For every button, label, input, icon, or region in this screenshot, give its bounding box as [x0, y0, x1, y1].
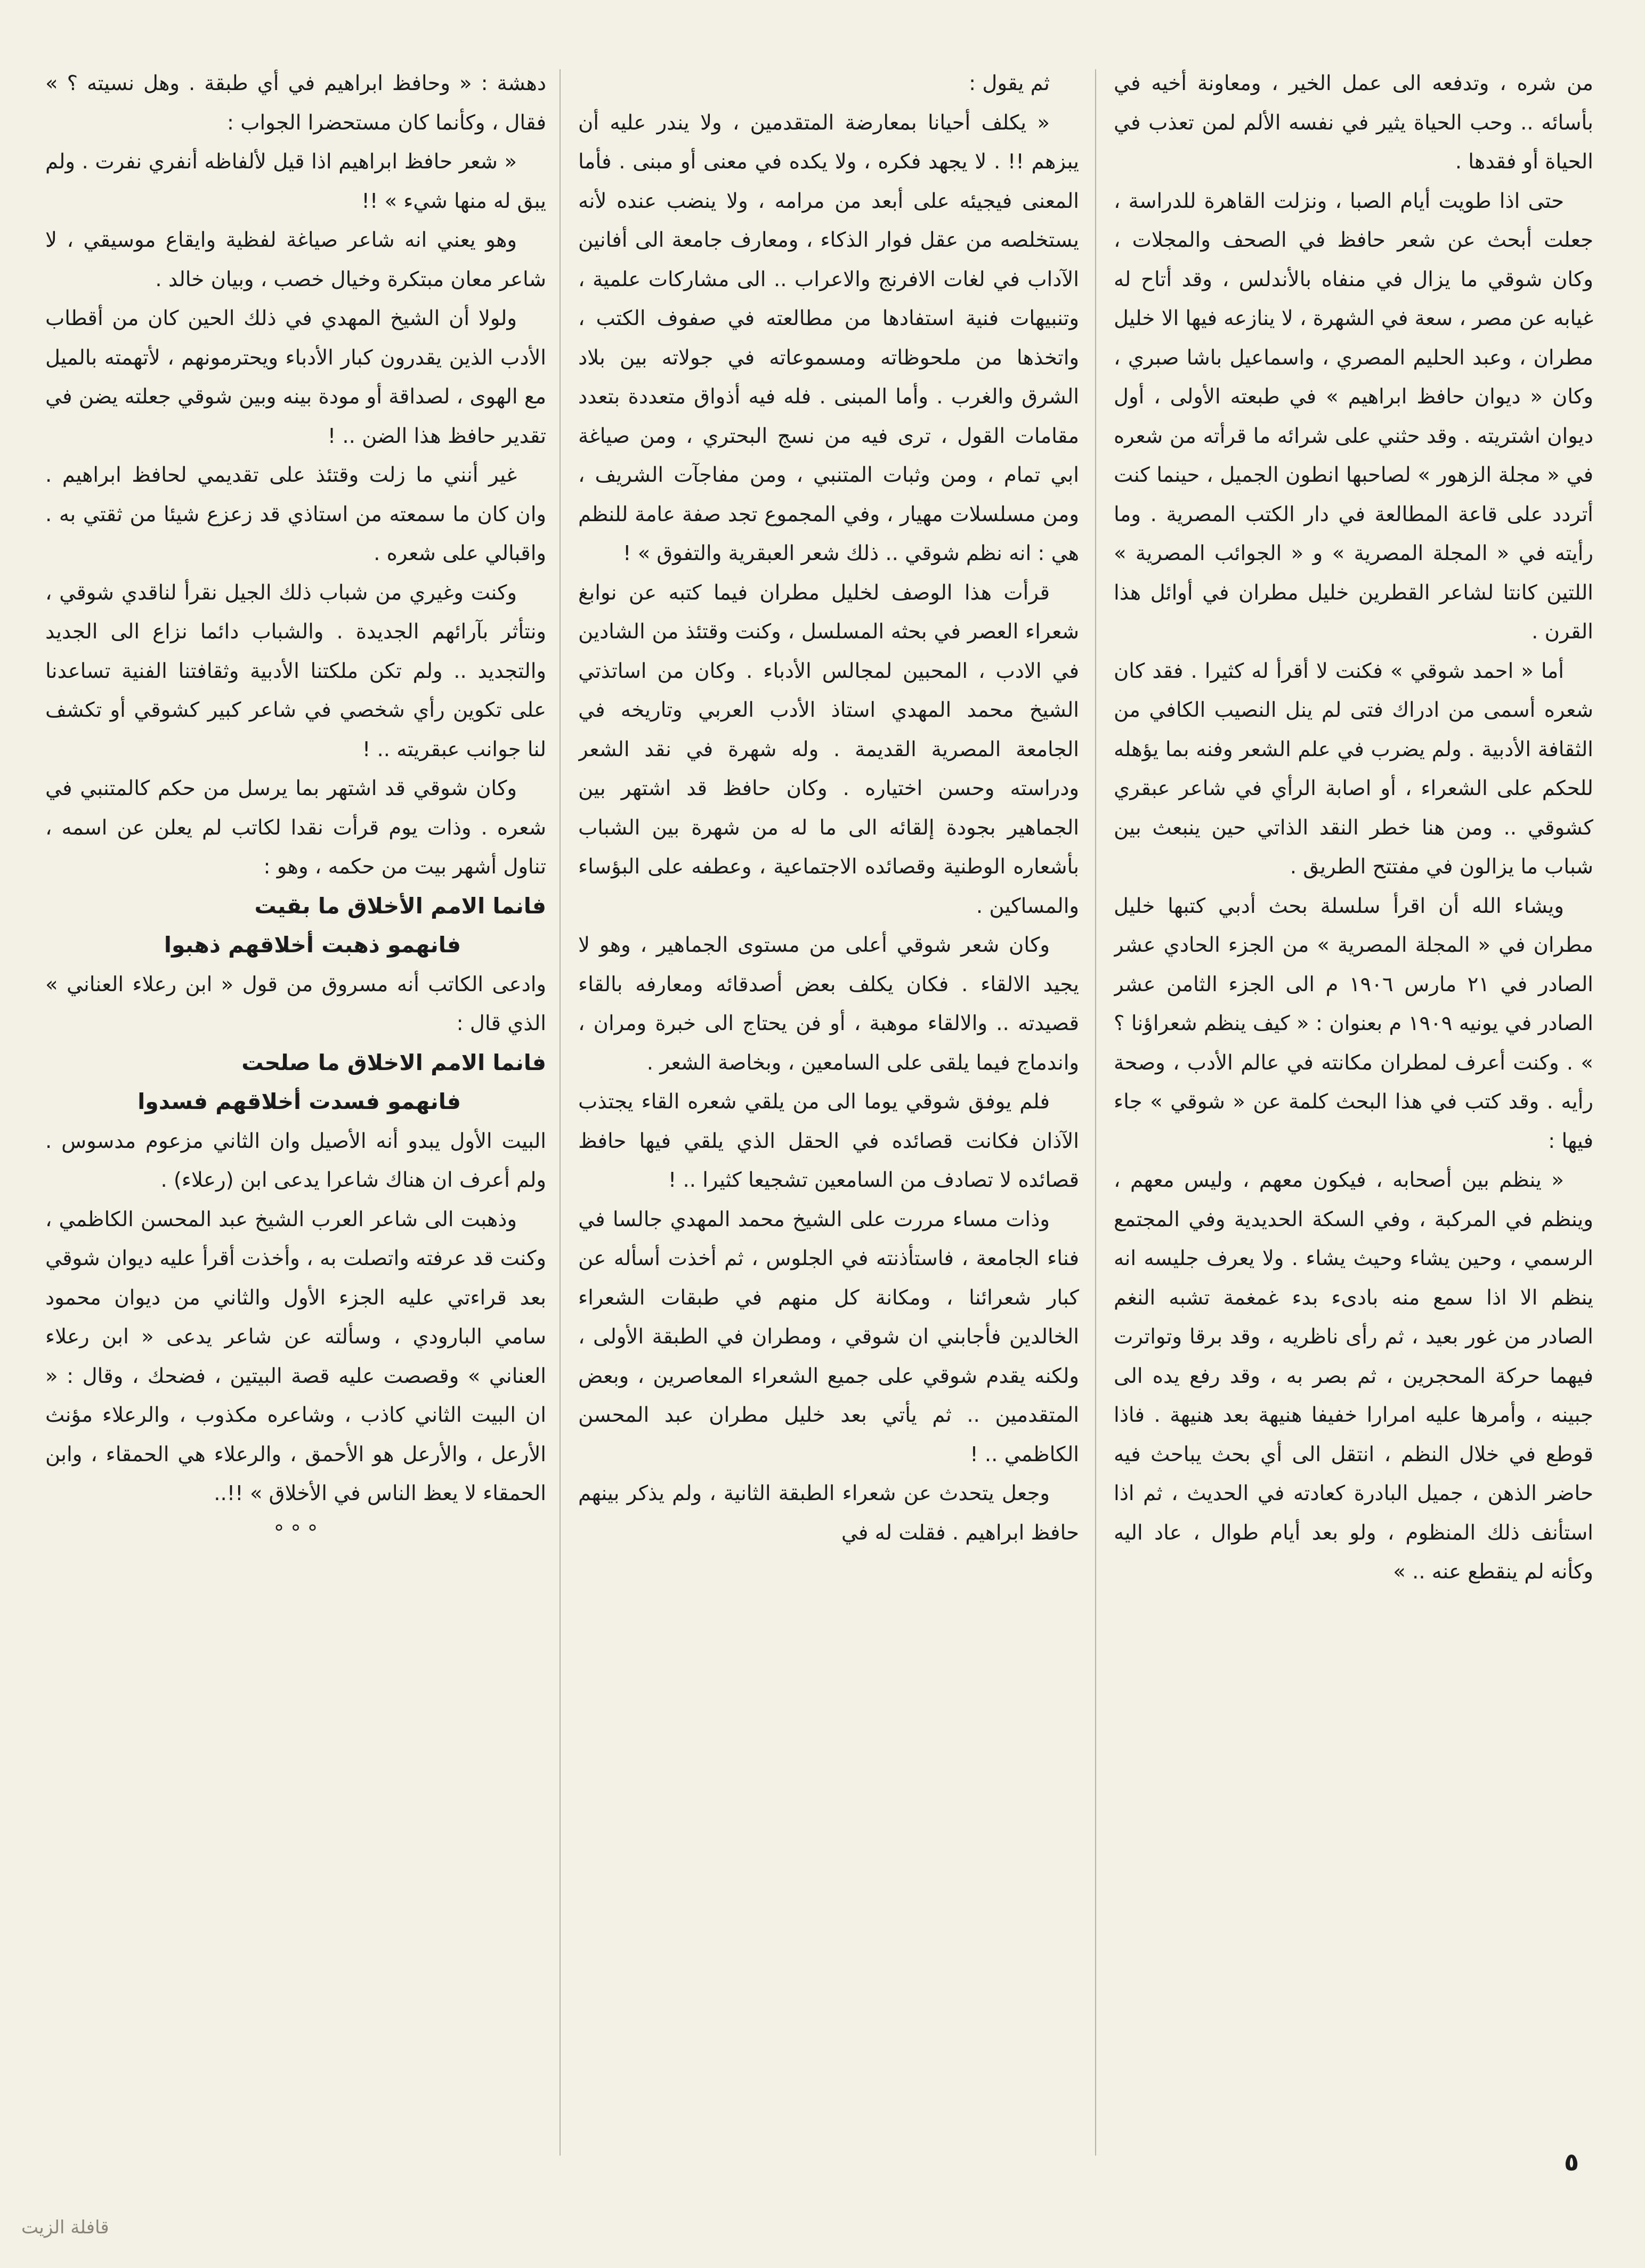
paragraph: وادعى الكاتب أنه مسروق من قول « ابن رعلاء العناني » الذي قال : — [45, 972, 546, 1035]
paragraph: فلم يوفق شوقي يوما الى من يلقي شعره القاء يجتذب الآذان فكانت قصائده في الحقل الذي يلقي فيها حافظ قصائده لا تصادف من السامعين تشجيعا كثيرا .. ! — [578, 1090, 1079, 1192]
verse-line: فانهمو فسدت أخلاقهم فسدوا — [137, 1089, 461, 1114]
paragraph: من شره ، وتدفعه الى عمل الخير ، ومعاونة أخيه في بأسائه .. وحب الحياة يثير في نفسه الألم لمن تعذب في الحياة أو فقدها . — [1114, 71, 1593, 174]
verse-line: فانهمو ذهبت أخلاقهم ذهبوا — [164, 932, 461, 958]
paragraph: حتى اذا طويت أيام الصبا ، ونزلت القاهرة للدراسة ، جعلت أبحث عن شعر حافظ في الصحف والمجلات ، وكان شوقي ما يزال في منفاه بالأندلس ، وقد أتاح له غيابه عن مصر ، سعة في الشهرة ، لا ينازعه فيها الا خليل مطران ، وعبد الحليم المصري ، واسماعيل باشا صبري ، وكان « ديوان حافظ ابراهيم » في طبعته الأولى ، أول ديوان اشتريته . وقد حثني على شرائه ما قرأته من شعره في « مجلة الزهور » لصاحبها انطون الجميل ، حينما كنت أتردد على قاعة المطالعة في دار الكتب المصرية . وما رأيته في « المجلة المصرية » و « الجوائب المصرية » اللتين كانتا لشاعر القطرين خليل مطران في أوائل هذا القرن . — [1114, 189, 1593, 644]
quote-paragraph: « ينظم بين أصحابه ، فيكون معهم ، وليس معهم ، وينظم في المركبة ، وفي السكة الحديدية وفي المجتمع الرسمي ، وحين يشاء وحيث يشاء . ولا يعرف جليسه انه ينظم الا اذا سمع منه بادىء بدء غمغمة تشبه النغم الصادر من غور بعيد ، ثم رأى ناظريه ، وقد برقا وتواترت فيهما حركة المحجرين ، ثم بصر به ، وقد رفع يده الى جبينه ، وأمرها عليه امرارا خفيفا هنيهة بعد هنيهة . فاذا قوطع في خلال النظم ، انتقل الى أي بحث يباحث فيه حاضر الذهن ، جميل البادرة كعادته في الحديث ، ثم اذا استأنف ذلك المنظوم ، ولو بعد أيام طوال ، عاد اليه وكأنه لم ينقطع عنه .. » — [1114, 1168, 1593, 1584]
section-ornament: ° ° ° — [273, 1520, 318, 1545]
paragraph: وهو يعني انه شاعر صياغة لفظية وايقاع موسيقي ، لا شاعر معان مبتكرة وخيال خصب ، وبيان خالد . — [45, 228, 546, 291]
column-divider — [1095, 69, 1096, 2156]
paragraph: ويشاء الله أن اقرأ سلسلة بحث أدبي كتبها خليل مطران في « المجلة المصرية » من الجزء الحادي عشر الصادر في ٢١ مارس ١٩٠٦ م الى الجزء الثامن عشر الصادر في يونيه ١٩٠٩ م بعنوان : « كيف ينظم شعراؤنا ؟ » . وكنت أعرف لمطران مكانته في عالم الأدب ، وصحة رأيه . وقد كتب في هذا البحث كلمة عن « شوقي » جاء فيها : — [1114, 894, 1593, 1153]
paragraph: أما « احمد شوقي » فكنت لا أقرأ له كثيرا . فقد كان شعره أسمى من ادراك فتى لم ينل النصيب الكافي من الثقافة الأدبية . ولم يضرب في علم الشعر وفنه بما يؤهله للحكم على الشعراء ، أو اصابة الرأي في شاعر عبقري كشوقي .. ومن هنا خطر النقد الذاتي حين ينبعث بين شباب ما يزالون في مفتتح الطريق . — [1114, 659, 1593, 879]
quote-paragraph: « يكلف أحيانا بمعارضة المتقدمين ، ولا يندر عليه أن يبزهم !! . لا يجهد فكره ، ولا يكده في معنى أو مبنى . فأما المعنى فيجيئه على أبعد من مرامه ، ولا ينضب عنده لأنه يستخلصه من عقل فوار الذكاء ، ومعارف جامعة الى أفانين الآداب في لغات الافرنج والاعراب .. الى مشاركات علمية ، وتنبيهات فنية استفادها من مطالعته في صفوف الكتب ، واتخذها من ملحوظاته ومسموعاته في جولاته بين بلاد الشرق والغرب . وأما المبنى . فله فيه أذواق متعددة بتعدد مقامات القول ، ترى فيه من نسج البحتري ، ومن صياغة ابي تمام ، ومن وثبات المتنبي ، ومن مفاجآت الشريف ، ومن مسلسلات مهيار ، وفي المجموع تجد صفة عامة للنظم هي : انه نظم شوقي .. ذلك شعر العبقرية والتفوق » ! — [578, 110, 1079, 565]
paragraph: وجعل يتحدث عن شعراء الطبقة الثانية ، ولم يذكر بينهم حافظ ابراهيم . فقلت له في — [578, 1481, 1079, 1545]
paragraph: وكنت وغيري من شباب ذلك الجيل نقرأ لناقدي شوقي ، ونتأثر بآرائهم الجديدة . والشباب دائما نزاع الى الجديد والتجديد .. ولم تكن ملكتنا الأدبية وثقافتنا الفنية تساعدنا على تكوين رأي شخصي في شاعر كبير كشوقي أو تكشف لنا جوانب عبقريته .. ! — [45, 580, 546, 762]
footer-source: قافلة الزيت — [21, 2217, 109, 2238]
column-divider — [560, 69, 561, 2156]
quote-paragraph: « شعر حافظ ابراهيم اذا قيل لألفاظه أنفري نفرت . ولم يبق له منها شيء » !! — [45, 150, 546, 213]
verse-line: فانما الامم الاخلاق ما صلحت — [241, 1049, 546, 1075]
paragraph: وذات مساء مررت على الشيخ محمد المهدي جالسا في فناء الجامعة ، فاستأذنته في الجلوس ، ثم أخذت أسأله عن كبار شعرائنا ، ومكانة كل منهم في طبقات الشعراء الخالدين فأجابني ان شوقي ، ومطران في الطبقة الأولى ، ولكنه يقدم شوقي على جميع الشعراء المعاصرين ، وبعض المتقدمين .. ثم يأتي بعد خليل مطران عبد المحسن الكاظمي .. ! — [578, 1207, 1079, 1467]
paragraph: البيت الأول يبدو أنه الأصيل وان الثاني مزعوم مدسوس . ولم أعرف ان هناك شاعرا يدعى ابن (رعلاء) . — [45, 1129, 546, 1192]
paragraph: وذهبت الى شاعر العرب الشيخ عبد المحسن الكاظمي ، وكنت قد عرفته واتصلت به ، وأخذت أقرأ عليه ديوان شوقي بعد قراءتي عليه الجزء الأول والثاني من ديوان محمود سامي البارودي ، وسألته عن شاعر يدعى « ابن رعلاء العناني » وقصصت عليه قصة البيتين ، فضحك ، وقال : « ان البيت الثاني كاذب ، وشاعره مكذوب ، والرعلاء مؤنث الأرعل ، والأرعل هو الأحمق ، والرعلاء هي الحمقاء ، وابن الحمقاء لا يعظ الناس في الأخلاق » !!.. — [45, 1207, 546, 1505]
paragraph: وكان شوقي قد اشتهر بما يرسل من حكم كالمتنبي في شعره . وذات يوم قرأت نقدا لكاتب لم يعلن عن اسمه ، تناول أشهر بيت من حكمه ، وهو : — [45, 776, 546, 879]
left-column — [45, 64, 546, 2158]
paragraph: قرأت هذا الوصف لخليل مطران فيما كتبه عن نوابغ شعراء العصر في بحثه المسلسل ، وكنت وقتئذ من الشادين في الادب ، المحبين لمجالس الأدباء . وكان من اساتذتي الشيخ محمد المهدي استاذ الأدب العربي وتاريخه في الجامعة المصرية القديمة . وله شهرة في نقد الشعر ودراسته وحسن اختياره . وكان حافظ قد اشتهر بين الجماهير بجودة إلقائه الى ما له من شهرة بين الشباب بأشعاره الوطنية وقصائده الاجتماعية ، وعطفه على البؤساء والمساكين . — [578, 580, 1079, 918]
page-number: ٥ — [1564, 2148, 1579, 2176]
middle-column — [578, 64, 1079, 2158]
paragraph: دهشة : « وحافظ ابراهيم في أي طبقة . وهل نسيته ؟ » فقال ، وكأنما كان مستحضرا الجواب : — [45, 71, 546, 135]
paragraph: غير أنني ما زلت وقتئذ على تقديمي لحافظ ابراهيم . وان كان ما سمعته من استاذي قد زعزع شيئا من ثقتي به . واقبالي على شعره . — [45, 463, 546, 565]
right-column — [1114, 64, 1593, 2158]
paragraph: وكان شعر شوقي أعلى من مستوى الجماهير ، وهو لا يجيد الالقاء . فكان يكلف بعض أصدقائه ومعارفه بالقاء قصيدته .. والالقاء موهبة ، أو فن يحتاج الى خبرة ومران ، واندماج فيما يلقى على السامعين ، وبخاصة الشعر . — [578, 933, 1079, 1075]
paragraph: ثم يقول : — [969, 71, 1050, 95]
paragraph: ولولا أن الشيخ المهدي في ذلك الحين كان من أقطاب الأدب الذين يقدرون كبار الأدباء ويحترمونهم ، لأتهمته بالميل مع الهوى ، لصداقة أو مودة بينه وبين شوقي جعلته يضن في تقدير حافظ هذا الضن .. ! — [45, 306, 546, 448]
verse-line: فانما الامم الأخلاق ما بقيت — [254, 893, 546, 919]
